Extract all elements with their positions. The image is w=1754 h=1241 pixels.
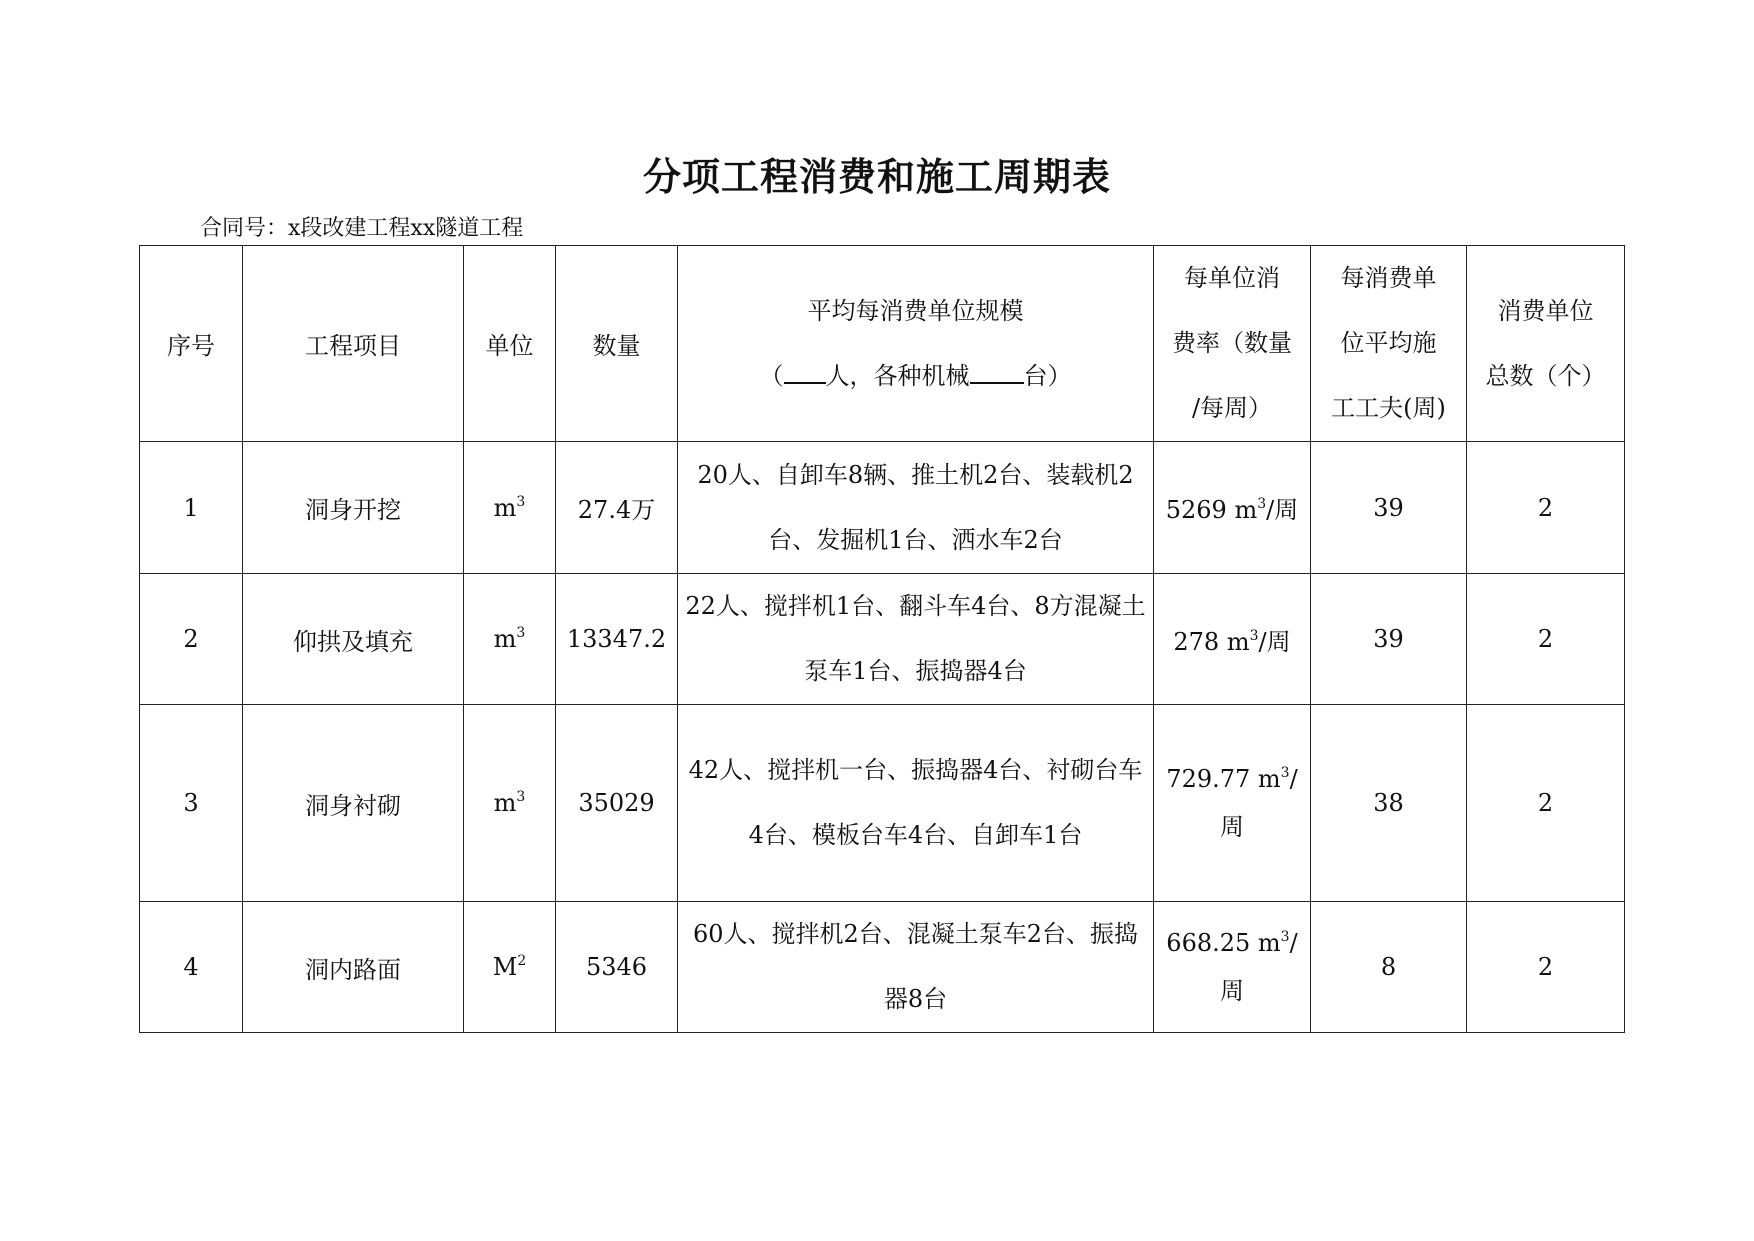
contract-value: x段改建工程xx隧道工程: [288, 216, 524, 241]
cell-seq: 4: [140, 902, 243, 1033]
cell-unit: $m^3$: [464, 705, 556, 902]
header-row: [140, 246, 1625, 442]
header-scale-line2: （ 人，各种机械 台）: [759, 361, 1072, 390]
cell-qty: 13347.2: [556, 574, 678, 705]
header-rate: 每单位消 费率（数量 /每周）: [1154, 246, 1311, 442]
cell-scale: 60人、搅拌机2台、混凝土泵车2台、振捣器8台: [678, 902, 1154, 1033]
cell-item: 仰拱及填充: [243, 574, 464, 705]
table-row: [140, 902, 1625, 1033]
cell-item: 洞内路面: [243, 902, 464, 1033]
header-qty: 数量: [556, 246, 678, 442]
contract-number: [200, 214, 523, 244]
cell-period: 8: [1311, 902, 1467, 1033]
cell-rate: 729.77 $m^3/$周: [1154, 705, 1311, 902]
header-total: 消费单位 总数（个）: [1467, 246, 1625, 442]
header-scale: [678, 246, 1154, 442]
cell-rate: 668.25 $m^3/$周: [1154, 902, 1311, 1033]
cell-unit: $m^3$: [464, 442, 556, 574]
cell-total: 2: [1467, 574, 1625, 705]
cell-scale: 22人、搅拌机1台、翻斗车4台、8方混凝土泵车1台、振捣器4台: [678, 574, 1154, 705]
cell-scale: 20人、自卸车8辆、推土机2台、装载机2台、发掘机1台、洒水车2台: [678, 442, 1154, 574]
table-row: [140, 574, 1625, 705]
header-unit: 单位: [464, 246, 556, 442]
cell-qty: 5346: [556, 902, 678, 1033]
cell-item: 洞身衬砌: [243, 705, 464, 902]
header-period: 每消费单 位平均施 工工夫(周): [1311, 246, 1467, 442]
cell-unit: $M^2$: [464, 902, 556, 1033]
cell-rate: 5269 $m^3/$周: [1154, 442, 1311, 574]
blank-machines: [970, 360, 1024, 384]
header-seq: 序号: [140, 246, 243, 442]
cell-period: 38: [1311, 705, 1467, 902]
page-title: 分项工程消费和施工周期表: [642, 154, 1111, 199]
cell-total: 2: [1467, 902, 1625, 1033]
cell-period: 39: [1311, 442, 1467, 574]
table-row: [140, 705, 1625, 902]
cell-qty: 35029: [556, 705, 678, 902]
schedule-table: [139, 245, 1625, 1033]
cell-rate: 278 $m^3/$周: [1154, 574, 1311, 705]
cell-seq: 3: [140, 705, 243, 902]
cell-total: 2: [1467, 705, 1625, 902]
header-scale-line1: 平均每消费单位规模: [807, 296, 1024, 325]
cell-qty: 27.4万: [556, 442, 678, 574]
contract-label: 合同号：: [200, 216, 289, 241]
cell-item: 洞身开挖: [243, 442, 464, 574]
header-item: 工程项目: [243, 246, 464, 442]
cell-seq: 1: [140, 442, 243, 574]
cell-unit: $m^3$: [464, 574, 556, 705]
blank-people: [784, 360, 826, 384]
cell-seq: 2: [140, 574, 243, 705]
cell-total: 2: [1467, 442, 1625, 574]
cell-period: 39: [1311, 574, 1467, 705]
cell-scale: 42人、搅拌机一台、振捣器4台、衬砌台车4台、模板台车4台、自卸车1台: [678, 705, 1154, 902]
table-row: [140, 442, 1625, 574]
